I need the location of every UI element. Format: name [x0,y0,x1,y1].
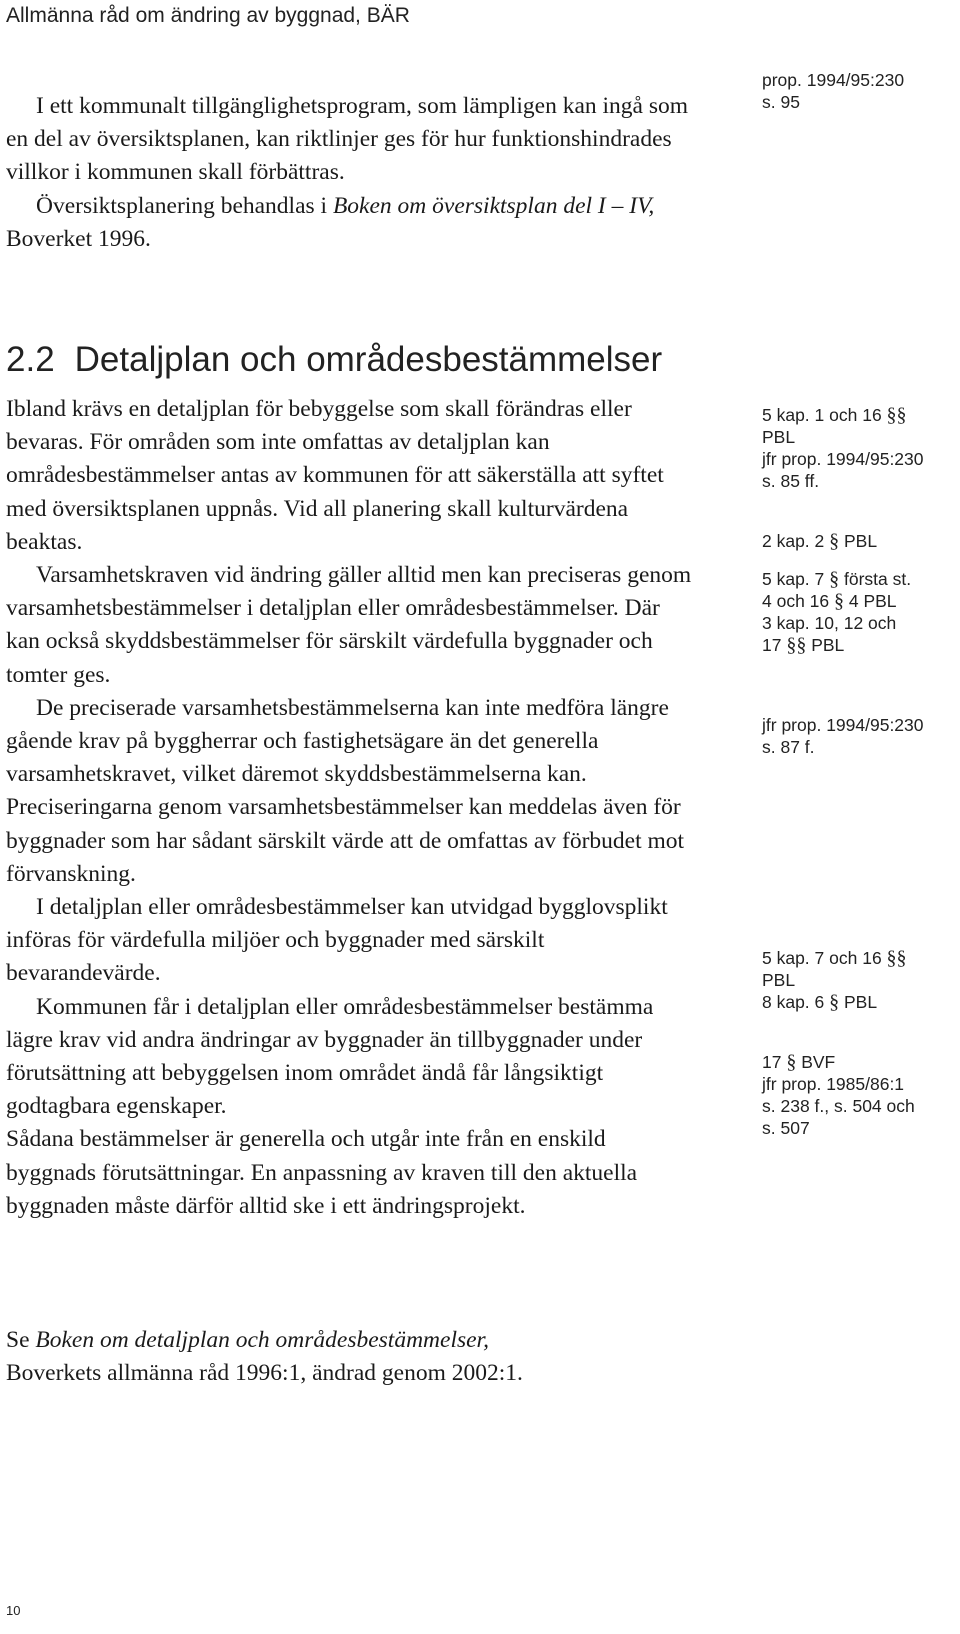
section-sign-icon: §§ [886,404,907,426]
section-number: 2.2 [6,340,55,379]
margin-note-line [762,947,952,969]
body-paragraph-6: Sådana bestämmelser är generella och utgår inte från en enskild byggnads förutsättningar. En anpassning av kraven till den aktuella byggnaden måste därför alltid ske i ett ändringsprojekt. [6,1126,638,1219]
section-sign-icon: § [829,568,840,590]
margin-note-text: 17 [762,1052,787,1072]
reference-prefix: Översiktsplanering behandlas i [36,192,333,219]
margin-note-line: s. 238 f., s. 504 och [762,1096,915,1116]
margin-note-text: PBL [839,531,878,551]
section-sign-icon: §§ [786,634,807,656]
body-paragraph-5: Kommunen får i detaljplan eller områdesbestämmelser bestämma lägre krav vid andra ändringar av byggnader än tillbyggnader under förutsättning att bebyggelsen inom området ändå får långsiktigt godtagbara egenskaper. [6,993,654,1120]
margin-note-line [762,590,952,612]
margin-note-line [762,991,952,1013]
margin-note-line: s. 507 [762,1118,810,1138]
closing-line-1 [6,1324,696,1357]
section-sign-icon: §§ [886,947,907,969]
margin-note-text: 5 kap. 7 och 16 [762,948,887,968]
margin-note-line: 3 kap. 10, 12 och [762,613,897,633]
margin-note-text: PBL [806,635,845,655]
section-sign-icon: § [834,590,844,612]
margin-note-4 [762,568,952,656]
section-sign-icon: § [786,1051,797,1073]
margin-note-6 [762,947,952,1013]
margin-note-text: 4 PBL [844,591,897,611]
margin-note-line [762,1051,952,1073]
page-number: 10 [6,1603,21,1618]
section-sign-icon: § [829,991,840,1013]
margin-note-text: 8 kap. 6 [762,992,830,1012]
intro-reference [6,190,696,256]
margin-note-text: 2 kap. 2 [762,531,830,551]
margin-note-line: jfr prop. 1994/95:230 [762,715,924,735]
margin-note-line [762,568,952,590]
margin-note-text: BVF [796,1052,836,1072]
margin-note-line: s. 95 [762,92,800,112]
margin-note-3 [762,530,952,552]
margin-note-line [762,404,952,426]
reference-book-title: Boken om översiktsplan del I – IV, [332,192,655,219]
margin-note-line [762,634,952,656]
margin-note-line: jfr prop. 1985/86:1 [762,1074,905,1094]
reference-suffix: Boverket 1996. [6,225,151,252]
margin-note-line: prop. 1994/95:230 [762,70,905,90]
margin-note-text: 4 och 16 [762,591,834,611]
closing-book-title: Boken om detaljplan och områdesbestämmelser, [35,1327,489,1353]
section-title: Detaljplan och områdesbestämmelser [74,340,663,379]
body-paragraph-4: I detaljplan eller områdesbestämmelser kan utvidgad bygglovsplikt införas för värdefulla miljöer och byggnader med särskilt bevarandevärde. [6,894,668,987]
margin-note-text: PBL [839,992,878,1012]
margin-note-text: 5 kap. 7 [762,569,830,589]
closing-line-2: Boverkets allmänna råd 1996:1, ändrad genom 2002:1. [6,1360,523,1387]
margin-note-text: första st. [839,569,912,589]
margin-note-line: PBL [762,427,796,447]
intro-paragraph: I ett kommunalt tillgänglighetsprogram, som lämpligen kan ingå som en del av översiktsplanen, kan riktlinjer ges för hur funktionshindrades villkor i kommunen skall förbättras. [6,93,689,186]
running-header: Allmänna råd om ändring av byggnad, BÄR [6,4,410,27]
section-sign-icon: § [829,530,840,552]
body-paragraph-3: De preciserade varsamhetsbestämmelserna kan inte medföra längre gående krav på byggherrar och fastighetsägare än det generella varsamhetskravet, vilket däremot skyddsbestämmelserna kan. Preciseringarna genom varsamhetsbestämmelser kan meddelas även för byggnader som har sådant särskilt värde att de omfattas av förbudet mot förvanskning. [6,694,685,887]
margin-note-line: s. 87 f. [762,737,815,757]
margin-note-5 [762,714,952,758]
margin-note-line: PBL [762,970,796,990]
margin-note-line: jfr prop. 1994/95:230 [762,449,924,469]
margin-note-line [762,530,952,552]
closing-prefix: Se [6,1327,36,1353]
section-body [6,393,696,1223]
margin-note-2 [762,404,952,492]
body-paragraph-2: Varsamhetskraven vid ändring gäller alltid men kan preciseras genom varsamhetsbestämmelser i detaljplan eller områdesbestämmelser. Där kan också skyddsbestämmelser för särskilt värdefulla byggnader och tomter ges. [6,562,692,688]
intro-block [6,90,696,256]
margin-note-text: 17 [762,635,787,655]
closing-reference [6,1324,696,1390]
section-heading [6,340,662,380]
margin-note-7 [762,1051,952,1139]
margin-note-line: s. 85 ff. [762,471,820,491]
margin-note-1 [762,69,952,113]
margin-note-text: 5 kap. 1 och 16 [762,405,887,425]
body-paragraph-1: Ibland krävs en detaljplan för bebyggelse som skall förändras eller bevaras. För områden som inte omfattas av detaljplan kan områdesbestämmelser antas av kommunen för att säkerställa att syftet med översiktsplanen uppnås. Vid all planering skall kulturvärdena beaktas. [6,396,664,555]
